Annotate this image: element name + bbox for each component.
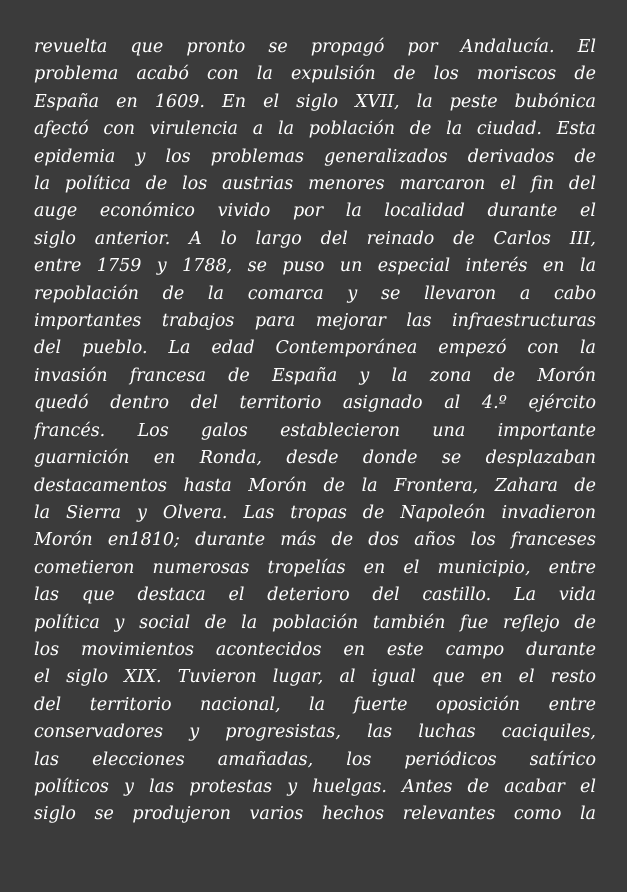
- text-line-13: invasión francesa de España y la zona de Morón: [34, 365, 596, 386]
- text-line-19: Morón en1810; durante más de dos años los franceses: [34, 530, 596, 551]
- text-line-7: auge económico vivido por la localidad durante el: [34, 201, 596, 222]
- body-text: [34, 34, 596, 829]
- text-line-21: las que destaca el deterioro del castillo. La vida: [34, 585, 596, 606]
- text-line-5: epidemia y los problemas generalizados derivados de: [34, 146, 596, 167]
- text-line-10: repoblación de la comarca y se llevaron a cabo: [34, 283, 596, 304]
- text-line-24: el siglo XIX. Tuvieron lugar, al igual que en el resto: [34, 667, 596, 688]
- text-line-18: la Sierra y Olvera. Las tropas de Napoleón invadieron: [34, 502, 596, 523]
- text-line-20: cometieron numerosas tropelías en el municipio, entre: [34, 557, 596, 578]
- text-line-28: políticos y las protestas y huelgas. Antes de acabar el: [34, 776, 596, 797]
- text-line-9: entre 1759 y 1788, se puso un especial interés en la: [34, 256, 596, 277]
- text-line-23: los movimientos acontecidos en este campo durante: [34, 639, 596, 660]
- text-line-22: política y social de la población también fue reflejo de: [34, 612, 596, 633]
- text-line-25: del territorio nacional, la fuerte oposición entre: [34, 694, 596, 715]
- text-line-11: importantes trabajos para mejorar las infraestructuras: [34, 311, 596, 332]
- text-line-29: siglo se produjeron varios hechos relevantes como la: [34, 804, 596, 825]
- text-line-17: destacamentos hasta Morón de la Frontera, Zahara de: [34, 475, 596, 496]
- text-line-4: afectó con virulencia a la población de la ciudad. Esta: [34, 119, 596, 140]
- text-line-6: la política de los austrias menores marcaron el fin del: [34, 174, 596, 195]
- text-line-16: guarnición en Ronda, desde donde se desplazaban: [34, 448, 596, 469]
- text-line-12: del pueblo. La edad Contemporánea empezó con la: [34, 338, 596, 359]
- text-line-26: conservadores y progresistas, las luchas caciquiles,: [34, 722, 596, 743]
- text-line-8: siglo anterior. A lo largo del reinado de Carlos III,: [34, 228, 596, 249]
- text-line-15: francés. Los galos establecieron una importante: [34, 420, 596, 441]
- text-line-27: las elecciones amañadas, los periódicos satírico: [34, 749, 596, 770]
- text-line-3: España en 1609. En el siglo XVII, la peste bubónica: [34, 91, 596, 112]
- text-line-2: problema acabó con la expulsión de los moriscos de: [34, 64, 596, 85]
- text-line-1: revuelta que pronto se propagó por Andalucía. El: [34, 37, 596, 57]
- text-line-14: quedó dentro del territorio asignado al 4.º ejército: [34, 393, 596, 414]
